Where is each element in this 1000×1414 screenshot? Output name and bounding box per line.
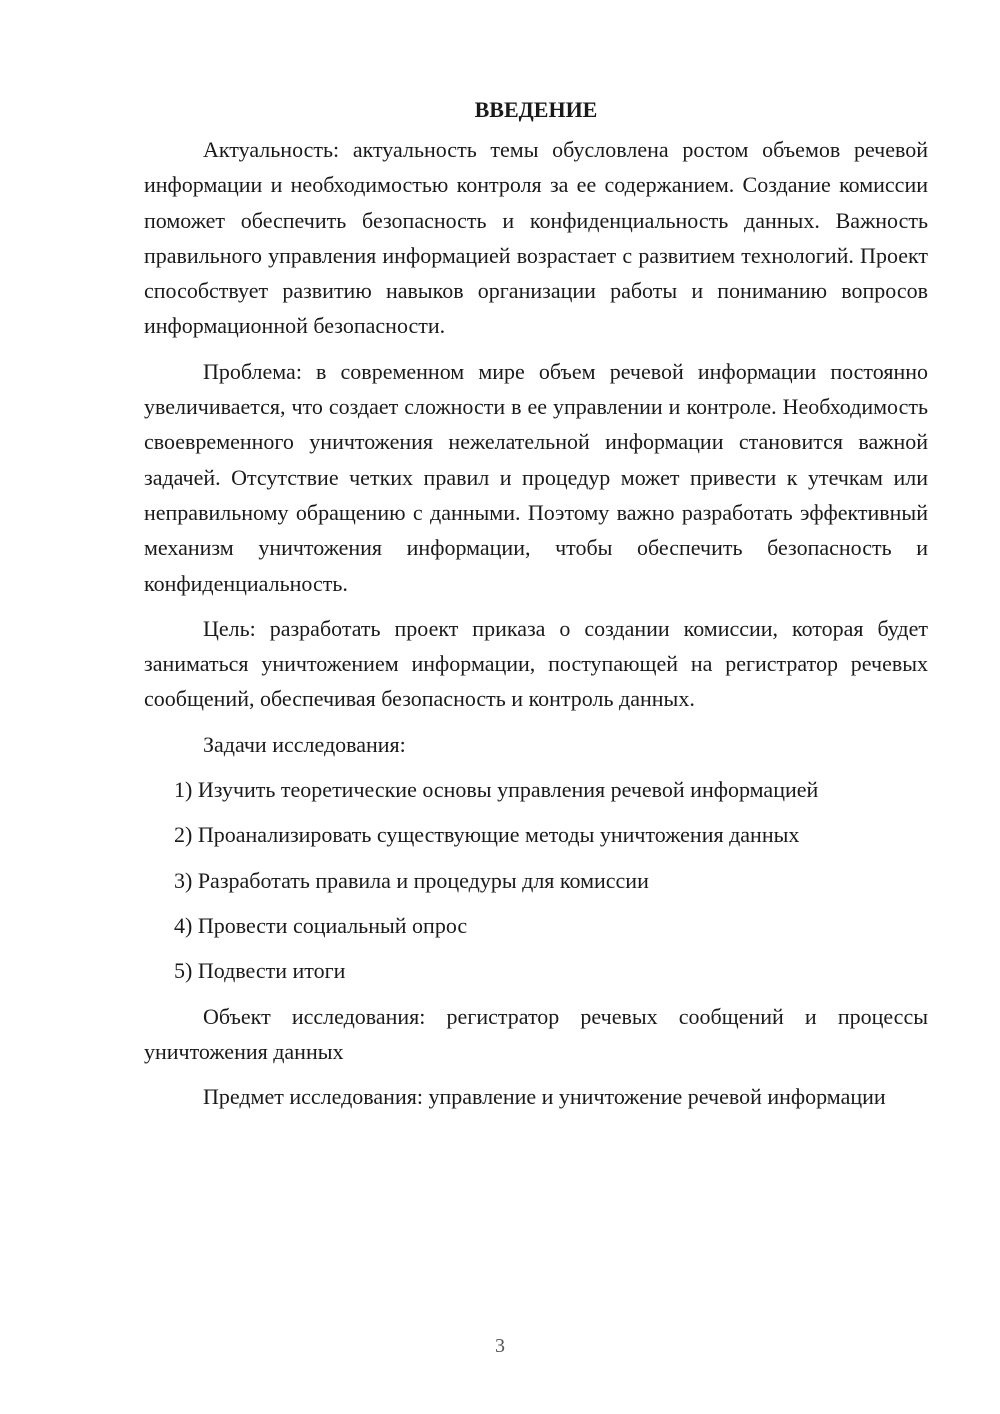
- goal-paragraph: Цель: разработать проект приказа о создании комиссии, которая будет заниматься уничтожением информации, поступающей на регистратор речевых сообщений, обеспечивая безопасность и контроль данных.: [144, 615, 928, 712]
- list-item: 4) Провести социальный опрос: [174, 912, 468, 938]
- tasks-heading: Задачи исследования:: [203, 731, 406, 757]
- tasks-list: [144, 772, 928, 988]
- section-title: ВВЕДЕНИЕ: [474, 97, 598, 122]
- problem-paragraph: Проблема: в современном мире объем речевой информации постоянно увеличивается, что создает сложности в ее управлении и контроле. Необходимость своевременного уничтожения нежелательной информации становится важной задачей. Отсутствие четких правил и процедур может привести к утечкам или неправильному обращению с данными. Поэтому важно разработать эффективный механизм уничтожения информации, чтобы обеспечить безопасность и конфиденциальность.: [144, 358, 928, 596]
- relevance-paragraph: Актуальность: актуальность темы обусловлена ростом объемов речевой информации и необходимостью контроля за ее содержанием. Создание комиссии поможет обеспечить безопасность и конфиденциальность данных. Важность правильного управления информацией возрастает с развитием технологий. Проект способствует развитию навыков организации работы и пониманию вопросов информационной безопасности.: [144, 137, 928, 339]
- list-item: 1) Изучить теоретические основы управления речевой информацией: [174, 777, 819, 803]
- list-item: 3) Разработать правила и процедуры для комиссии: [174, 867, 649, 893]
- list-item: 5) Подвести итоги: [174, 958, 346, 984]
- subject-paragraph: Предмет исследования: управление и уничтожение речевой информации: [203, 1084, 886, 1110]
- page-number: 3: [495, 1335, 505, 1357]
- list-item: 2) Проанализировать существующие методы уничтожения данных: [174, 822, 800, 848]
- document-page: [144, 92, 928, 1124]
- object-paragraph: Объект исследования: регистратор речевых сообщений и процессы уничтожения данных: [144, 1003, 928, 1064]
